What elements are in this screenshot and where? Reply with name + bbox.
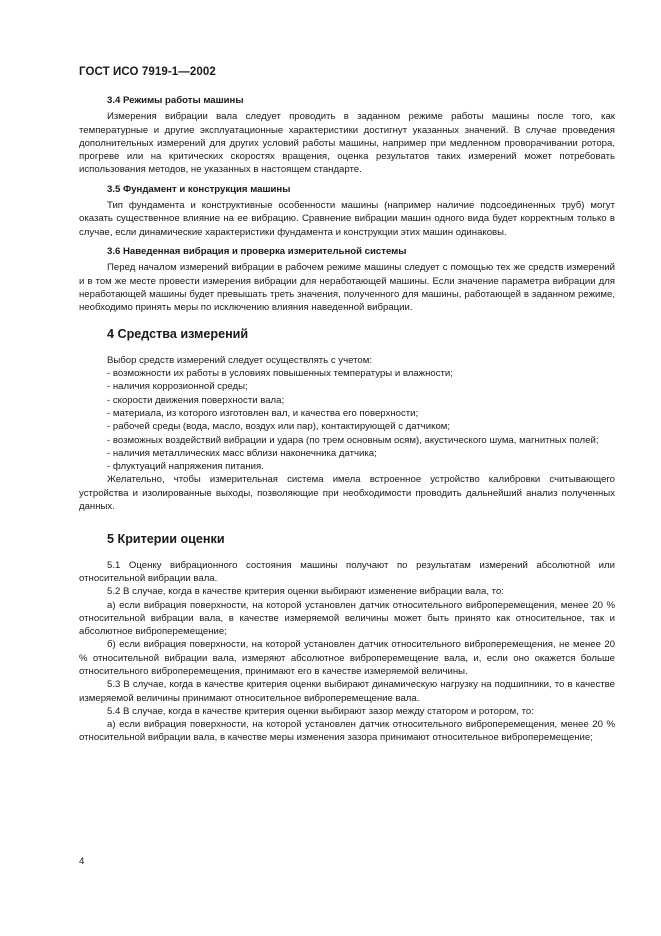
list-item: - материала, из которого изготовлен вал, и качества его поверхности;: [107, 407, 419, 419]
page-content: [79, 94, 615, 745]
list-item: - возможных воздействий вибрации и удара (по трем основным осям), акустического шума, магнитных полей;: [107, 434, 599, 446]
section-5-2-b-paragraph: б) если вибрация поверхности, на которой установлен датчик относительного виброперемещения, не менее 20 % относительной вибрации вала, измеряют абсолютное виброперемещение вала, и, если оно окажется больше относительного виброперемещения, принимают его в качестве измеряемой величины.: [79, 639, 615, 677]
list-item: - возможности их работы в условиях повышенных температуры и влажности;: [107, 368, 453, 380]
document-header: ГОСТ ИСО 7919-1—2002: [79, 66, 216, 78]
section-4-title: 4 Средства измерений: [107, 327, 249, 342]
list-item: - флуктуаций напряжения питания.: [107, 461, 264, 473]
section-3-5-paragraph: Тип фундамента и конструктивные особенности машины (например наличие подсоединенных труб) могут оказать существенное влияние на ее вибрацию. Сравнение вибрации машин одного вида будет корректным только в случае, если динамические характеристики фундамента и конструкции этих машин одинаковы.: [79, 200, 615, 238]
section-5-4-a-paragraph: а) если вибрация поверхности, на которой установлен датчик относительного виброперемещения, менее 20 % относительной вибрации вала, в качестве меры изменения зазора принимают относительное виброперемещение;: [79, 719, 615, 744]
section-5-1-paragraph: 5.1 Оценку вибрационного состояния машины получают по результатам измерений абсолютной или относительной вибрации вала.: [79, 559, 615, 584]
list-item: - наличия коррозионной среды;: [107, 381, 248, 393]
list-item: - наличия металлических масс вблизи наконечника датчика;: [107, 447, 377, 459]
section-4-closing-paragraph: Желательно, чтобы измерительная система имела встроенное устройство калибровки считывающего устройства и изолированные выходы, позволяющие при необходимости проводить дальнейший анализ полученных данных.: [79, 474, 615, 513]
section-5-2-paragraph: 5.2 В случае, когда в качестве критерия оценки выбирают изменение вибрации вала, то:: [107, 586, 504, 598]
section-5-title: 5 Критерии оценки: [107, 532, 225, 547]
list-item: - рабочей среды (вода, масло, воздух или пар), контактирующей с датчиком;: [107, 421, 451, 433]
section-3-4-title: 3.4 Режимы работы машины: [107, 95, 244, 106]
section-3-6-paragraph: Перед началом измерений вибрации в рабочем режиме машины следует с помощью тех же средств измерений и в том же месте провести измерения вибрации для неработающей машины. Если значение параметра вибрации для неработающей машины будет превышать треть значения, полученного для машины, работающей в заданном режиме, необходимо принять меры по исключению влияния наведенной вибрации.: [79, 262, 615, 314]
section-3-6-title: 3.6 Наведенная вибрация и проверка измерительной системы: [107, 245, 407, 257]
section-5-2-a-paragraph: а) если вибрация поверхности, на которой установлен датчик относительного виброперемещения, менее 20 % относительной вибрации вала, в качестве измеряемой величины может быть принято как относительное, так и абсолютное виброперемещение;: [79, 599, 615, 638]
list-item: - скорости движения поверхности вала;: [107, 394, 285, 406]
section-5-3-paragraph: 5.3 В случае, когда в качестве критерия оценки выбирают динамическую нагрузку на подшипники, то в качестве измеряемой величины принимают относительное виброперемещение вала.: [79, 679, 615, 704]
section-5-4-paragraph: 5.4 В случае, когда в качестве критерия оценки выбирают зазор между статором и ротором, то:: [107, 705, 534, 717]
section-4-intro: Выбор средств измерений следует осуществлять с учетом:: [107, 354, 372, 366]
section-3-5-title: 3.5 Фундамент и конструкция машины: [107, 183, 291, 195]
page-number: 4: [79, 856, 85, 867]
section-3-4-paragraph: Измерения вибрации вала следует проводить в заданном режиме работы машины после того, как температурные и другие эксплуатационные характеристики достигнут указанных значений. В случае проведения дополнительных измерений для других условий работы машины, например при медленном проворачивании ротора, прогреве или на критических скоростях вращения, оценка результатов таких измерений может потребовать использования методов, не указанных в настоящем стандарте.: [79, 111, 615, 176]
